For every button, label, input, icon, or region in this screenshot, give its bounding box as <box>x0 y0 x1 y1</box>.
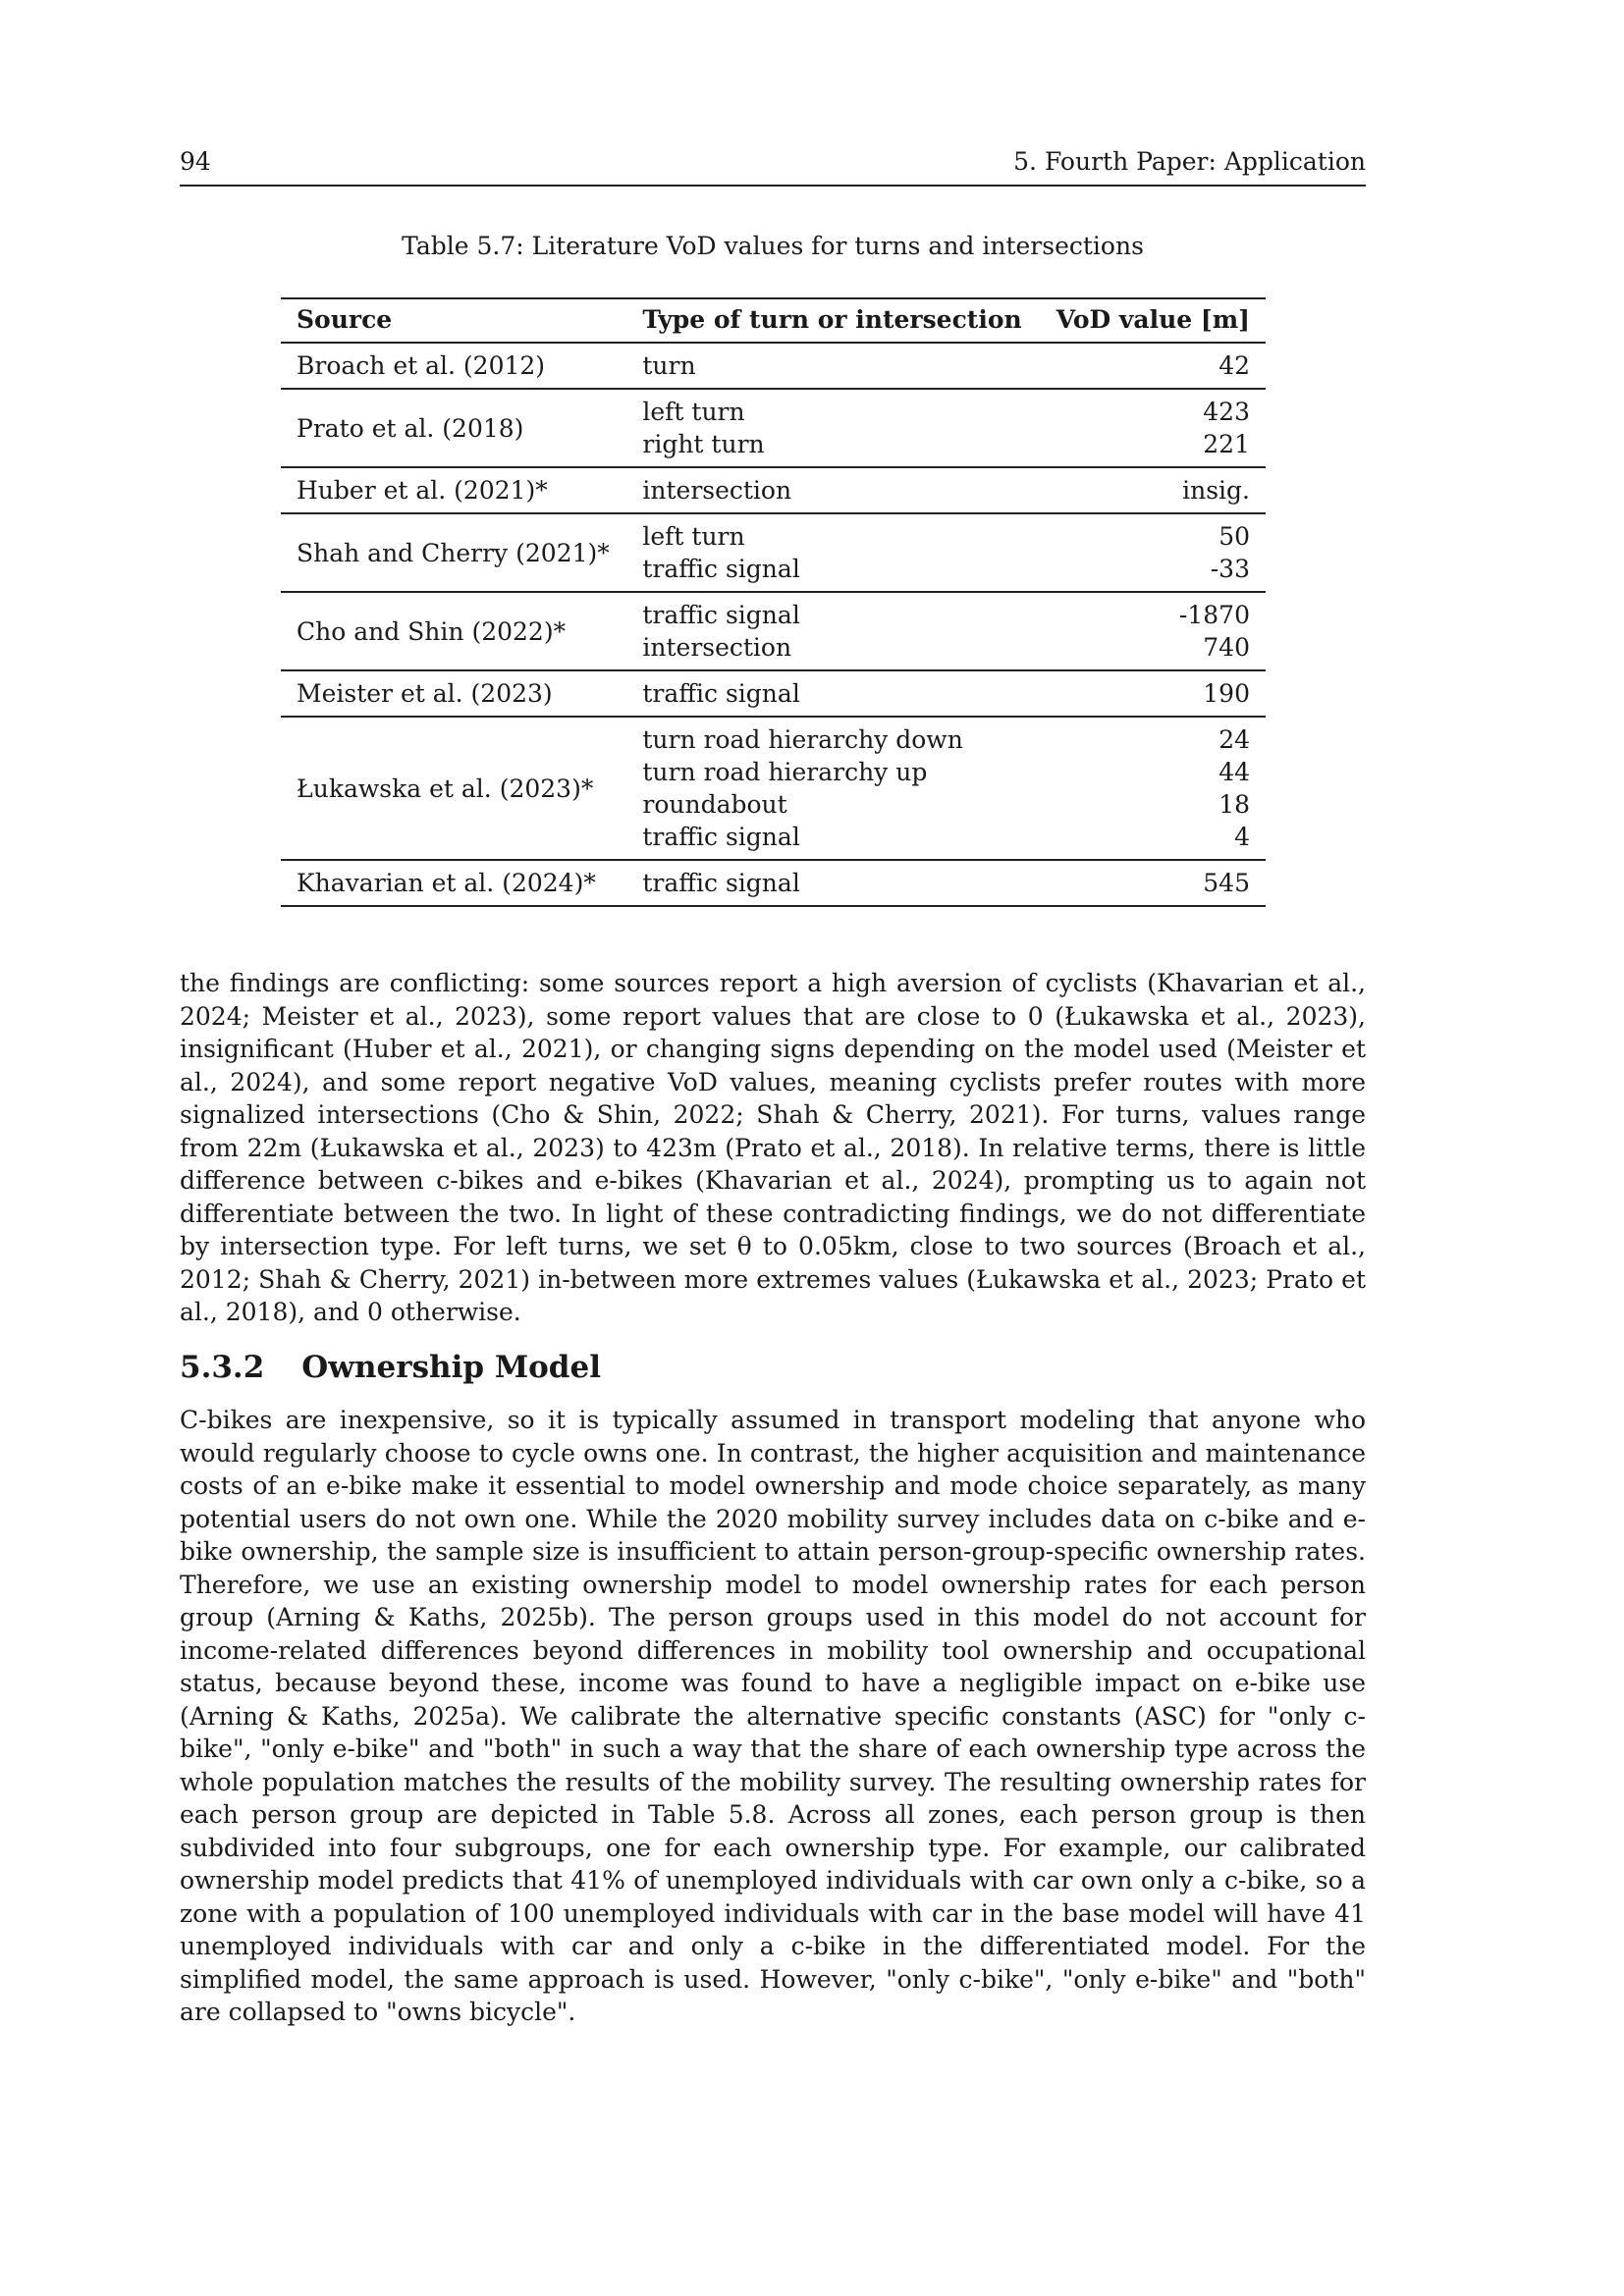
source-cell: Huber et al. (2021)* <box>281 467 626 513</box>
source-cell: Shah and Cherry (2021)* <box>281 513 626 592</box>
value-cell <box>1040 343 1266 389</box>
value-cell <box>1040 860 1266 906</box>
value-line: 42 <box>1218 351 1250 380</box>
value-cell <box>1040 717 1266 860</box>
type-line: intersection <box>642 476 792 505</box>
value-line: 44 <box>1218 758 1250 786</box>
source-cell: Cho and Shin (2022)* <box>281 592 626 670</box>
table-row <box>281 860 1266 906</box>
type-line: left turn <box>642 522 745 551</box>
type-cell <box>626 592 1039 670</box>
value-line: -33 <box>1210 555 1250 583</box>
table-row <box>281 717 1266 860</box>
table-caption: Table 5.7: Literature VoD values for turns and intersections <box>402 232 1144 260</box>
value-line: insig. <box>1182 476 1250 505</box>
value-line: -1870 <box>1178 601 1250 629</box>
value-line: 423 <box>1203 398 1250 426</box>
type-line: traffic signal <box>642 555 800 583</box>
table-row <box>281 389 1266 467</box>
type-line: turn road hierarchy up <box>642 758 928 786</box>
value-cell <box>1040 513 1266 592</box>
value-line: 4 <box>1234 823 1250 851</box>
source-cell: Łukawska et al. (2023)* <box>281 717 626 860</box>
paragraph-findings: the findings are conflicting: some sources report a high aversion of cyclists (Khavarian et al., 2024; Meister et al., 2023), some report values that are close to 0 (Łukawska et al., 2023), insignificant (Huber et al., 2021), or changing signs depending on the model used (Meister et al., 2024), and some report negative VoD values, meaning cyclists prefer routes with more signalized intersections (Cho & Shin, 2022; Shah & Cherry, 2021). For turns, values range from 22m (Łukawska et al., 2023) to 423m (Prato et al., 2018). In relative terms, there is little difference between c-bikes and e-bikes (Khavarian et al., 2024), prompting us to again not differentiate between the two. In light of these contradicting findings, we do not differentiate by intersection type. For left turns, we set θ to 0.05km, close to two sources (Broach et al., 2012; Shah & Cherry, 2021) in-between more extremes values (Łukawska et al., 2023; Prato et al., 2018), and 0 otherwise. <box>180 969 1366 1326</box>
value-line: 221 <box>1203 430 1250 458</box>
value-line: 190 <box>1203 679 1250 708</box>
type-line: roundabout <box>642 790 787 819</box>
type-cell <box>626 670 1039 717</box>
table-row <box>281 467 1266 513</box>
type-line: left turn <box>642 398 745 426</box>
type-line: intersection <box>642 633 792 662</box>
source-cell: Broach et al. (2012) <box>281 343 626 389</box>
value-cell <box>1040 592 1266 670</box>
section-heading <box>180 1350 601 1385</box>
chapter-title: 5. Fourth Paper: Application <box>1013 147 1366 176</box>
type-cell <box>626 343 1039 389</box>
value-line: 50 <box>1218 522 1250 551</box>
source-cell: Prato et al. (2018) <box>281 389 626 467</box>
column-header-type: Type of turn or intersection <box>626 298 1039 343</box>
value-cell <box>1040 467 1266 513</box>
table-row <box>281 670 1266 717</box>
source-cell: Meister et al. (2023) <box>281 670 626 717</box>
type-cell <box>626 513 1039 592</box>
table-row <box>281 513 1266 592</box>
table-row <box>281 592 1266 670</box>
type-cell <box>626 389 1039 467</box>
type-line: traffic signal <box>642 823 800 851</box>
source-cell: Khavarian et al. (2024)* <box>281 860 626 906</box>
type-line: traffic signal <box>642 679 800 708</box>
page-number: 94 <box>180 147 211 176</box>
column-header-source: Source <box>281 298 626 343</box>
paragraph-ownership-model: C-bikes are inexpensive, so it is typically assumed in transport modeling that anyone who would regularly choose to cycle owns one. In contrast, the higher acquisition and maintenance costs of an e-bike make it essential to model ownership and mode choice separately, as many potential users do not own one. While the 2020 mobility survey includes data on c-bike and e-bike ownership, the sample size is insufficient to attain person-group-specific ownership rates. Therefore, we use an existing ownership model to model ownership rates for each person group (Arning & Kaths, 2025b). The person groups used in this model do not account for income-related differences beyond differences in mobility tool ownership and occupational status, because beyond these, income was found to have a negligible impact on e-bike use (Arning & Kaths, 2025a). We calibrate the alternative specific constants (ASC) for "only c-bike", "only e-bike" and "both" in such a way that the share of each ownership type across the whole population matches the results of the mobility survey. The resulting ownership rates for each person group are depicted in Table 5.8. Across all zones, each person group is then subdivided into four subgroups, one for each ownership type. For example, our calibrated ownership model predicts that 41% of unemployed individuals with car own only a c-bike, so a zone with a population of 100 unemployed individuals with car in the base model will have 41 unemployed individuals with car and only a c-bike in the differentiated model. For the simplified model, the same approach is used. However, "only c-bike", "only e-bike" and "both" are collapsed to "owns bicycle". <box>180 1406 1366 2026</box>
page-header <box>180 147 1366 187</box>
value-cell <box>1040 389 1266 467</box>
type-cell <box>626 467 1039 513</box>
type-line: traffic signal <box>642 869 800 897</box>
section-title: Ownership Model <box>301 1350 601 1385</box>
type-cell <box>626 717 1039 860</box>
table-header-row <box>281 298 1266 343</box>
type-line: traffic signal <box>642 601 800 629</box>
value-line: 18 <box>1218 790 1250 819</box>
section-number: 5.3.2 <box>180 1350 265 1385</box>
vod-table <box>281 297 1266 907</box>
value-cell <box>1040 670 1266 717</box>
value-line: 545 <box>1203 869 1250 897</box>
value-line: 740 <box>1203 633 1250 662</box>
type-line: turn road hierarchy down <box>642 725 963 754</box>
table-row <box>281 343 1266 389</box>
column-header-vod: VoD value [m] <box>1040 298 1266 343</box>
value-line: 24 <box>1218 725 1250 754</box>
type-line: turn <box>642 351 696 380</box>
type-cell <box>626 860 1039 906</box>
type-line: right turn <box>642 430 765 458</box>
